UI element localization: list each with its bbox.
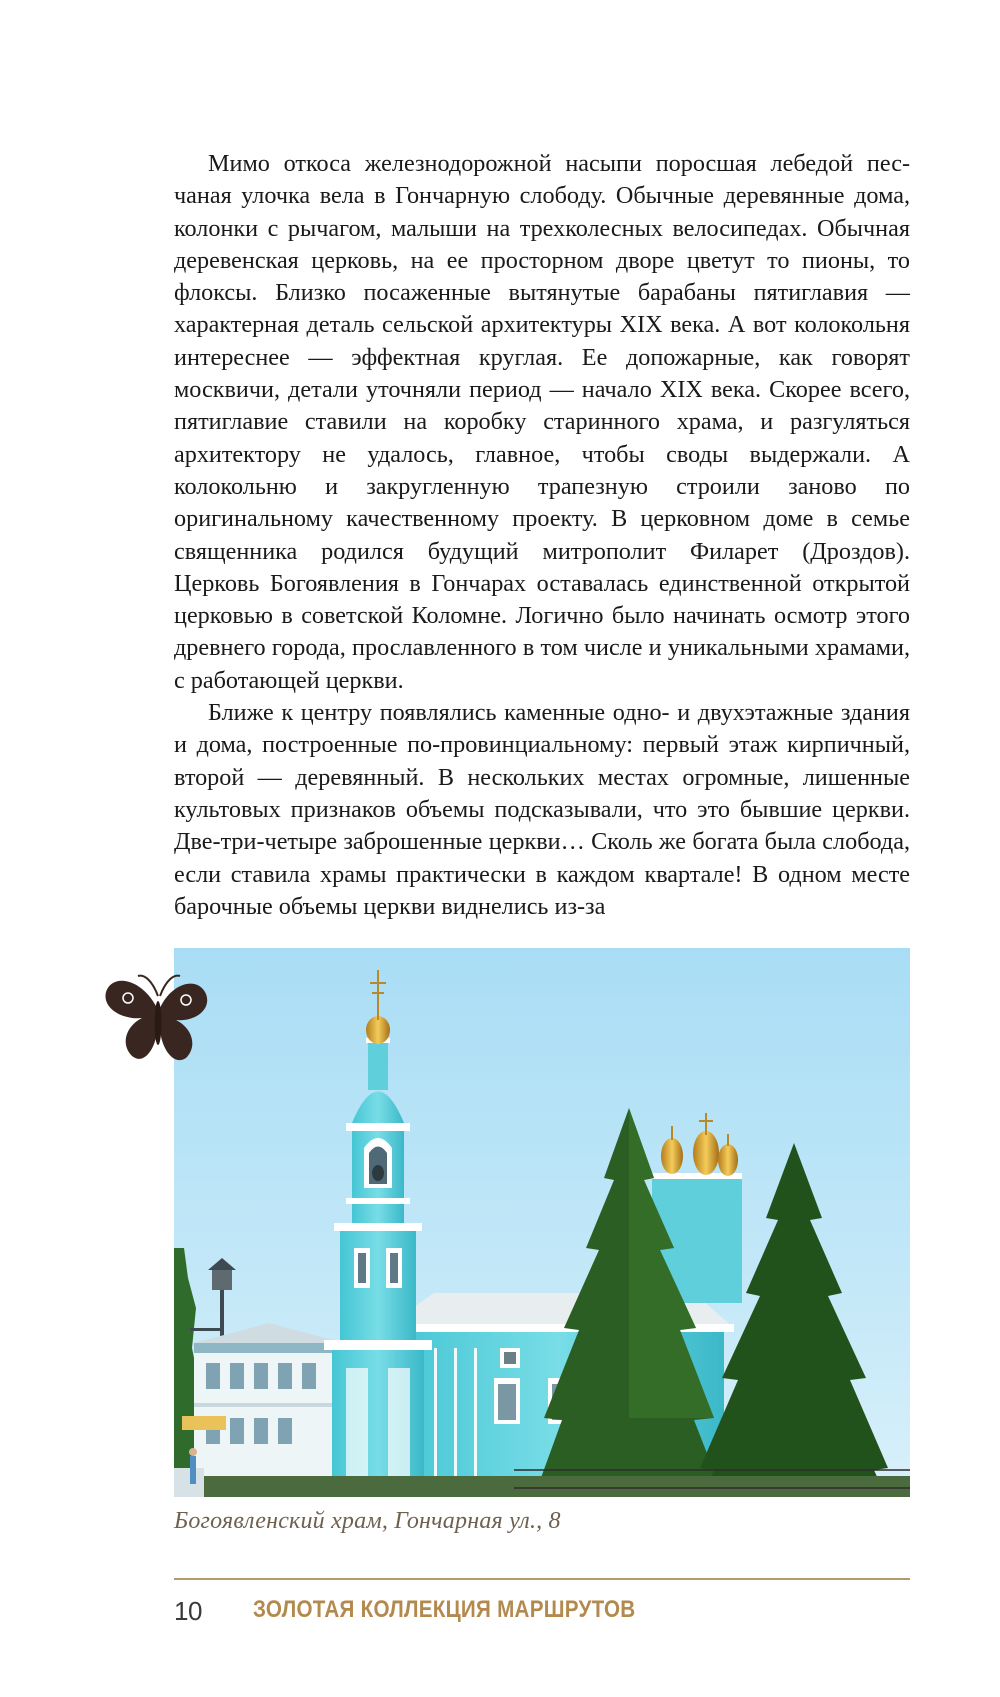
church-photo: [174, 948, 910, 1497]
paragraph-2: Ближе к центру появлялись каменные одно- и двухэтажные здания и дома, построенные по-провинциальному: первый этаж кирпичный, второй — деревянный. В нескольких местах огромные, лишенные культовых признаков объемы подсказывали, что это бывшие церкви. Две-три-четыре заброшенные церкви… Сколь же богата была слобода, если ставила храмы практически в каждом квартале! В одном месте барочные объемы церкви виднелись из-за: [174, 699, 910, 920]
paragraph-1: Мимо откоса железнодорожной насыпи поросшая лебедой песчаная улочка вела в Гончарную слободу. Обычные деревянные дома, колонки с рычагом, малыши на трехколесных велосипедах. Обычная деревенская церковь, на ее просторном дворе цветут то пионы, то флоксы. Близко посаженные вытянутые барабаны пятиглавия — характерная деталь сельской архитектуры XIX века. А вот колокольня интереснее — эффектная круглая. Ее допожарные, как говорят москвичи, детали уточняли период — начало XIX века. Скорее всего, пятиглавие ставили на коробку старинного храма, и разгуляться архитектору не удалось, главное, чтобы своды выдержали. А колокольню и закругленную трапезную строили заново по оригинальному качественному проекту. В церковном доме в семье священника родился будущий митрополит Филарет (Дроздов). Церковь Богоявления в Гончарах оставалась единственной открытой церковью в советской Коломне. Логично было начинать осмотр этого древнего города, прославленного в том числе и уникальными храмами, с работающей церкви.: [174, 150, 910, 694]
footer-divider: [174, 1578, 910, 1580]
butterfly-icon: [102, 968, 212, 1068]
series-title: ЗОЛОТАЯ КОЛЛЕКЦИЯ МАРШРУТОВ: [253, 1596, 636, 1623]
photo-caption: Богоявленский храм, Гончарная ул., 8: [174, 1508, 561, 1534]
body-text: [174, 148, 910, 923]
page-number: 10: [174, 1596, 202, 1626]
